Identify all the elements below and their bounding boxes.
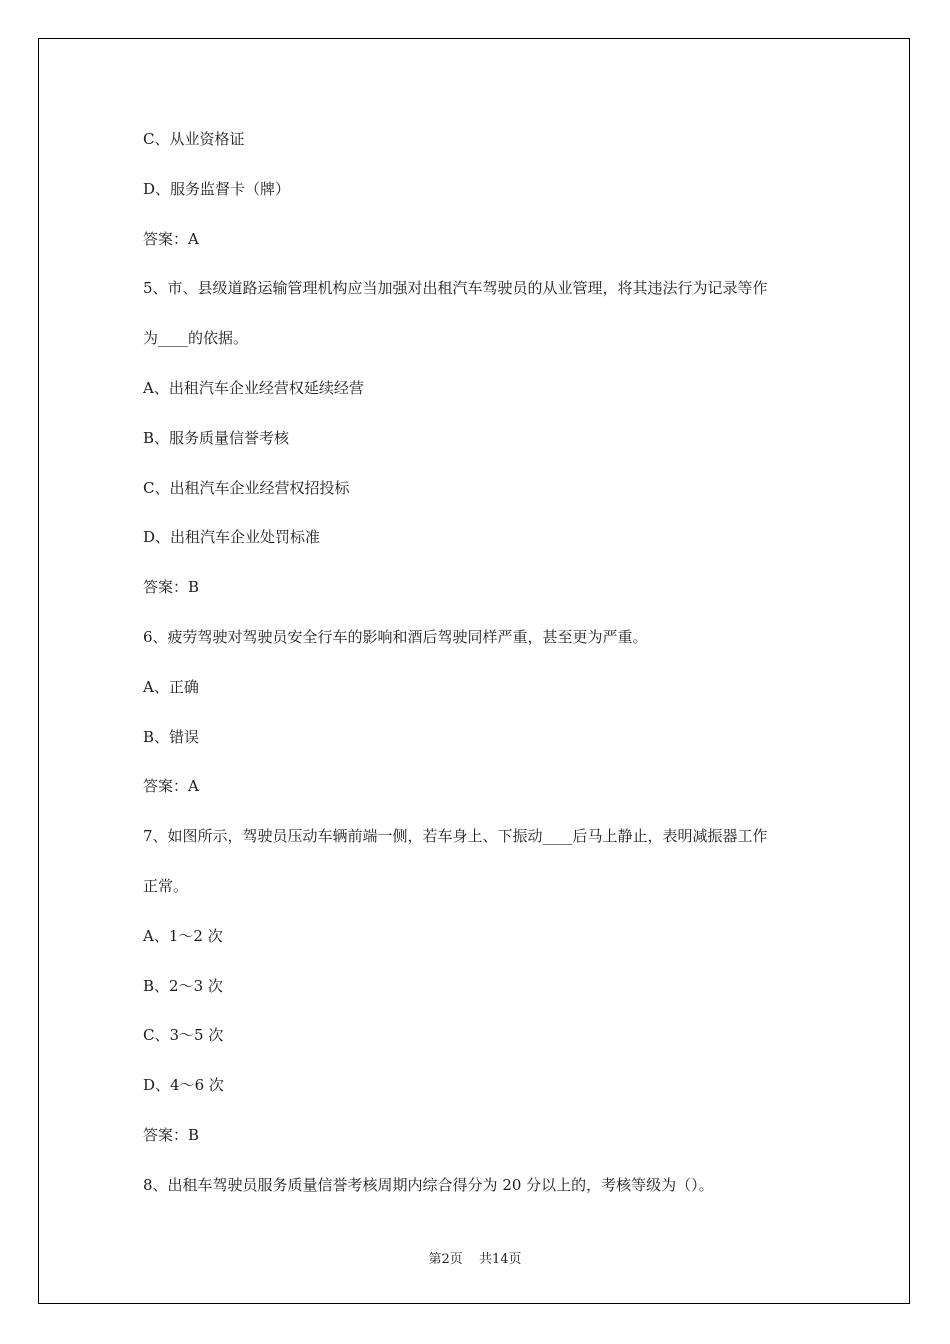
option-d: D、4～6 次: [143, 1076, 224, 1095]
option-b: B、服务质量信誉考核: [143, 428, 290, 447]
option-a: A、出租汽车企业经营权延续经营: [143, 378, 364, 397]
question-7-line-2: 正常。: [143, 876, 189, 895]
question-7-line-1: 7、如图所示，驾驶员压动车辆前端一侧，若车身上、下振动____后马上静止，表明减振器工作: [143, 827, 768, 846]
option-c: C、3～5 次: [143, 1026, 224, 1045]
option-a: A、1～2 次: [143, 926, 223, 945]
option-c: C、从业资格证: [143, 130, 245, 148]
answer: 答案：A: [143, 229, 199, 248]
option-d: D、服务监督卡（牌）: [143, 179, 291, 198]
question-8: 8、出租车驾驶员服务质量信誉考核周期内综合得分为 20 分以上的，考核等级为（）。: [143, 1175, 714, 1194]
page-number: 第2页: [428, 1252, 463, 1267]
option-b: B、错误: [143, 727, 200, 746]
option-b: B、2～3 次: [143, 976, 223, 995]
page-footer: [0, 1248, 950, 1267]
answer: 答案：B: [143, 578, 200, 597]
answer: 答案：A: [143, 777, 199, 796]
question-5-line-1: 5、市、县级道路运输管理机构应当加强对出租汽车驾驶员的从业管理，将其违法行为记录等作: [143, 279, 768, 298]
option-d: D、出租汽车企业处罚标准: [143, 528, 321, 547]
document-body: [143, 128, 823, 1224]
option-c: C、出租汽车企业经营权招投标: [143, 478, 350, 497]
total-pages: 共14页: [478, 1252, 522, 1267]
option-a: A、正确: [143, 677, 199, 696]
answer: 答案：B: [143, 1125, 200, 1144]
question-6: 6、疲劳驾驶对驾驶员安全行车的影响和酒后驾驶同样严重，甚至更为严重。: [143, 627, 648, 646]
question-5-line-2: 为____的依据。: [143, 329, 249, 348]
